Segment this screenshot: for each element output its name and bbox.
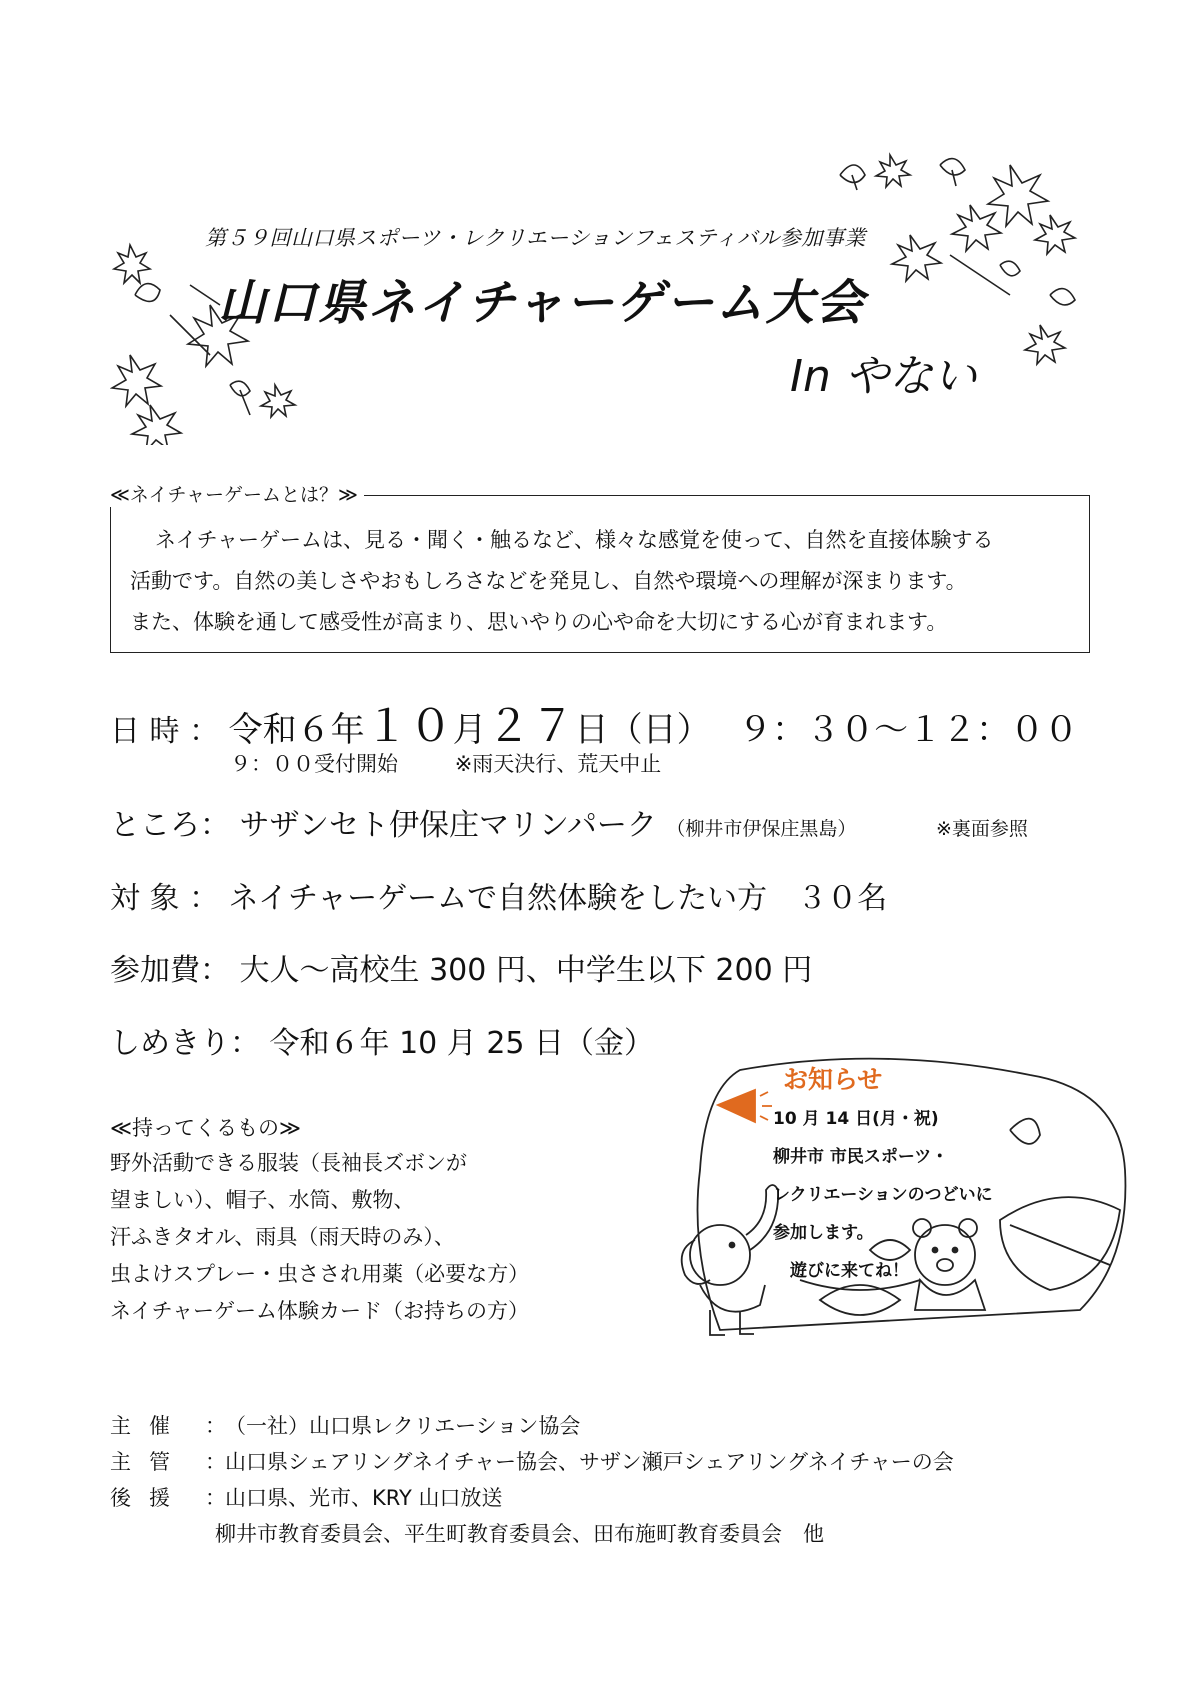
reception-note: ９：００受付開始 [230,752,398,776]
manage-label: 主管 [110,1450,188,1474]
belongings-list [110,1145,529,1330]
intro-text [130,520,1080,643]
host-row: 主催 ：（一社）山口県レクリエーション協会 [110,1408,954,1444]
place-label: ところ： [110,808,230,843]
belongings-item: 虫よけスプレー・虫さされ用薬（必要な方） [110,1262,530,1286]
intro-label: ≪ネイチャーゲームとは？≫ [110,480,364,507]
place-value: サザンセト伊保庄マリンパーク [239,808,657,843]
target-label: 対 象 ： [110,881,220,916]
belongings-item: 野外活動できる服装（長袖長ズボンが [110,1151,467,1175]
intro-line: 活動です。自然の美しさやおもしろさなどを発見し、自然や環境への理解が深まります。 [130,569,967,593]
notice-line: 10 月 14 日(月・祝) [773,1109,939,1129]
deadline-value: 令和６年 10 月 25 日（金） [269,1026,655,1061]
intro-line: ネイチャーゲームは、見る・聞く・触るなど、様々な感覚を使って、自然を直接体験する [155,528,994,552]
host-value: （一社）山口県レクリエーション協会 [225,1414,581,1438]
belongings-title: ≪持ってくるもの≫ [110,1116,301,1140]
date-label: 日 時 ： [110,714,220,749]
fee-row [110,945,812,989]
host-label: 主催 [110,1414,188,1438]
support-label: 後援 [110,1486,188,1510]
notice-line: レクリエーションのつどいに [773,1185,993,1205]
notice-title: お知らせ [783,1065,883,1094]
target-value: ネイチャーゲームで自然体験をしたい方 ３０名 [228,881,888,916]
event-subtitle: 第５９回山口県スポーツ・レクリエーションフェスティバル参加事業 [205,226,866,250]
date-day-unit: 日 [574,710,609,750]
deadline-label: しめきり： [110,1026,260,1061]
notice-line: 柳井市 市民スポーツ・ [773,1147,949,1167]
belongings-item: 望ましい）、帽子、水筒、敷物、 [110,1188,415,1212]
fee-value: 大人～高校生 300 円、中学生以下 200 円 [239,953,813,988]
date-weekday: （日） [608,710,711,750]
manage-value: 山口県シェアリングネイチャー協会、サザン瀬戸シェアリングネイチャーの会 [225,1450,954,1474]
event-location-title: In やない [790,351,977,402]
weather-note: ※雨天決行、荒天中止 [454,752,662,776]
deadline-row [110,1018,654,1062]
intro-line: また、体験を通して感受性が高まり、思いやりの心や命を大切にする心が育まれます。 [130,610,948,634]
notice-text [773,1100,993,1290]
place-note: ※裏面参照 [935,818,1028,840]
place-sub: （柳井市伊保庄黒島） [666,818,857,840]
notice-line: 遊びに来てね！ [773,1261,909,1281]
support-value-2: 柳井市教育委員会、平生町教育委員会、田布施町教育委員会 他 [215,1522,824,1546]
event-title: 山口県ネイチャーゲーム大会 [218,275,866,331]
date-month-unit: 月 [452,710,487,750]
manage-row: 主管 ：山口県シェアリングネイチャー協会、サザン瀬戸シェアリングネイチャーの会 [110,1444,954,1480]
support-value: 山口県、光市、KRY 山口放送 [225,1486,503,1510]
target-row [110,873,887,917]
fee-label: 参加費： [110,953,230,988]
organizers [110,1408,954,1552]
notice-line: 参加します。 [773,1223,874,1243]
date-month: １０ [364,701,453,752]
support-row: 後援 ：山口県、光市、KRY 山口放送 [110,1480,954,1516]
support-row-2 [110,1516,954,1552]
date-day: ２７ [486,701,575,752]
date-notes [230,748,661,778]
date-time: ９：３０～１２：００ [738,710,1079,750]
belongings-item: ネイチャーゲーム体験カード（お持ちの方） [110,1299,529,1323]
place-row [110,800,1028,844]
belongings-item: 汗ふきタオル、雨具（雨天時のみ）、 [110,1225,455,1249]
date-row [110,690,1078,754]
date-era: 令和６年 [228,710,365,750]
